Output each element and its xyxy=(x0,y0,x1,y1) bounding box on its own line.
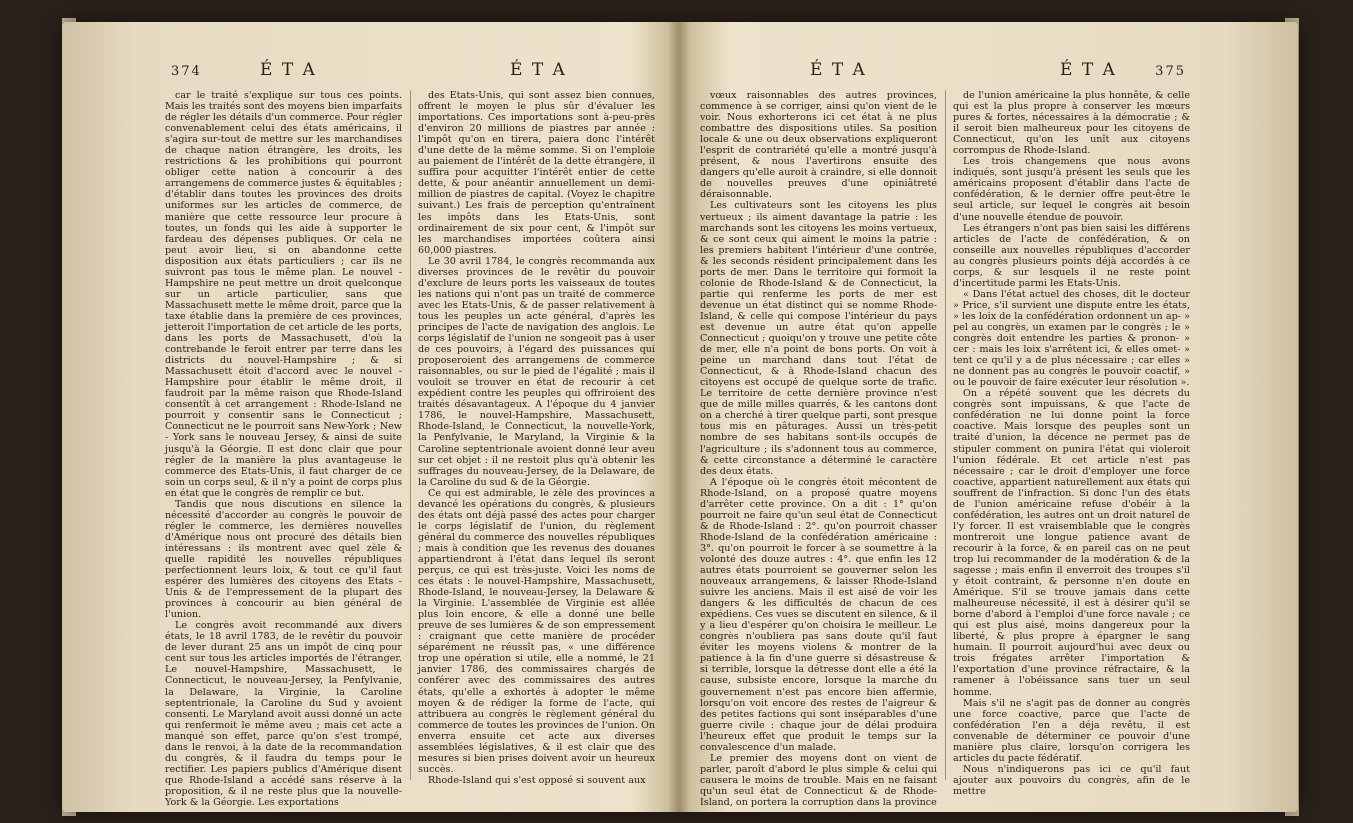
paragraph: Les cultivateurs sont les citoyens les plus vertueux ; ils aiment davantage la patrie : les marchands sont les citoyens les moins vertueux, & ce sont ceux qui aiment le moins la patrie : les premiers habitent l'intérieur d'une contrée, & les seconds résident principalement dans les ports de mer. Dans le territoire qui formoit la colonie de Rhode-Island & de Connecticut, la partie qui renferme les ports de mer est devenue un état distinct qui se nomme Rhode-Island, & celle qui compose l'intérieur du pays est devenue un autre état qu'on appelle Connecticut ; quoiqu'on y trouve une petite côte de mer, elle n'a point de bons ports. On voit à peine un marchand dans tout l'état de Connecticut, & à Rhode-Island chacun des citoyens est occupé de quelque sorte de trafic. Le territoire de cette dernière province n'est que de mille milles quarrés, & les cantons dont on a cherché à tirer quelque parti, sont presque tous mis en pâturages. Aussi un très-petit nombre de ses habitans sont-ils occupés de l'agriculture ; ils s'adonnent tous au commerce, & cette circonstance a déterminé le caractère des deux états. xyxy=(700,200,937,477)
paragraph: « Dans l'état actuel des choses, dit le docteur » Price, s'il survient une dispute entre les états, » les loix de la confédération ordonnent un ap- » pel au congrès, un examen par le congrès ; le » congrès doit entendre les parties & pronon- » cer : mais les loix s'arrêtent ici, & elles omet- » tent ce qu'il y a de plus nécessaire ; car elles » ne donnent pas au congrès le pouvoir coactif, » ou le pouvoir de faire exécuter leur résolution ». xyxy=(953,288,1190,389)
paragraph: Les étrangers n'ont pas bien saisi les différens articles de l'acte de confédération, & on conseille aux nouvelles républiques d'accorder au congrès plusieurs points déjà accordés à ce corps, & sur lesquels il ne reste point d'incertitude parmi les Etats-Unis. xyxy=(953,222,1190,289)
text-column-1 xyxy=(700,90,937,808)
paragraph: Ce qui est admirable, le zèle des provinces a devancé les opérations du congrès, & plusieurs des états ont déjà passé des actes pour charger le corps législatif de l'union, du règlement général du commerce des nouvelles républiques ; mais à condition que les revenus des douanes appartiendront à l'état dans lequel ils seront perçus, ce qui est très-juste. Voici les noms de ces états : le nouvel-Hampshire, Massachusett, Rhode-Island, le nouveau-Jersey, la Delaware & la Virginie. L'assemblée de Virginie est allée plus loin encore, & elle a donné une belle preuve de ses lumières & de son empressement : craignant que cette manière de procéder séparément ne réussît pas, « une différence trop une opération si utile, elle a nommé, le 21 janvier 1786, des commissaires chargés de conférer avec des commissaires des autres états, qu'elle a exhortés à adopter le même moyen & de rédiger la forme de l'acte, qui attribuera au congrès le règlement général du commerce de toutes les provinces de l'union. On enverra ensuite cet acte aux diverses assemblées législatives, & il est clair que des mesures si bien prises doivent avoir un heureux succès. xyxy=(418,487,655,775)
paragraph: A l'époque où le congrès étoit mécontent de Rhode-Island, on a proposé quatre moyens d'arrêter cette province. On a dit : 1° qu'on pourroit ne faire qu'un seul état de Connecticut & de Rhode-Island : 2°. qu'on pourroit chasser Rhode-Island de la confédération américaine : 3°. qu'on pourroit le forcer à se soumettre à la volonté des douze autres : 4°. que enfin les 12 autres états pourroient se gouverner selon les nouveaux arrangemens, & laisser Rhode-Island suivre les anciens. Mais il est aisé de voir les dangers & les difficultés de chacun de ces expédiens. Ces vues se discutent en silence, & il y a lieu d'espérer qu'on choisira le meilleur. Le congrès n'oubliera pas sans doute qu'il faut éviter les moyens violens & montrer de la patience à la fin d'une guerre si désastreuse & si terrible, lorsque la détresse dont elle a été la cause, subsiste encore, lorsque la marche du gouvernement n'est pas encore bien affermie, lorsqu'on voit encore des restes de l'aigreur & des petites factions qui sont inséparables d'une guerre civile : chaque jour de délai produira l'heureux effet que produit le temps sur la convalescence d'un malade. xyxy=(700,476,937,753)
text-column-2 xyxy=(953,90,1190,797)
paragraph: des Etats-Unis, qui sont assez bien connues, offrent le moyen le plus sûr d'évaluer les importations. Ces importations sont à-peu-près d'environ 20 millions de piastres par année : l'impôt qu'on en tirera, paiera donc l'intérêt d'une dette de la même somme. Si on l'emploie au paiement de l'intérêt de la dette étrangère, il suffira pour acquitter l'intérêt entier de cette dette, & pour anéantir annuellement un demi-million de piastres de capital. (Voyez le chapitre suivant.) Les frais de perception qu'entraînent les impôts dans les Etats-Unis, sont ordinairement de six pour cent, & l'impôt sur les marchandises importées coûtera ainsi 60,000 piastres. xyxy=(418,90,655,256)
header-word-left: É T A xyxy=(810,60,867,80)
paragraph: de l'union américaine la plus honnête, & celle qui est la plus propre à conserver les mœurs pures & fortes, nécessaires à la démocratie ; & il seroit bien malheureux pour les citoyens de Connecticut, qu'on les unît aux citoyens corrompus de Rhode-Island. xyxy=(953,90,1190,157)
paragraph: Les trois changemens que nous avons indiqués, sont jusqu'à présent les seuls que les américains proposent d'établir dans l'acte de confédération, & le dernier offre peut-être le seul article, sur lequel le congrès ait besoin d'une nouvelle étendue de pouvoir. xyxy=(953,156,1190,223)
paragraph: Tandis que nous discutions en silence la nécessité d'accorder au congrès le pouvoir de régler le commerce, les dernières nouvelles d'Amérique nous ont procuré des détails bien intéressans : ils montrent avec quel zèle & quelle rapidité les nouvelles républiques perfectionnent leurs loix, & tout ce qu'il faut espérer des lumières des citoyens des Etats - Unis & de l'empressement de la plupart des provinces à concourir au bien général de l'union. xyxy=(165,498,402,621)
paragraph: Mais s'il ne s'agit pas de donner au congrès une force coactive, parce que l'acte de confédération l'en a déja revêtu, il est convenable de déterminer ce pouvoir d'une manière plus claire, lorsqu'on corrigera les articles du pacte fédératif. xyxy=(953,697,1190,764)
paragraph: Rhode-Island qui s'est opposé si souvent aux xyxy=(428,774,646,786)
text-column-2 xyxy=(418,90,655,786)
paragraph: On a répété souvent que les décrets du congrès sont impuissans, & que l'acte de confédération ne lui donne point la force coactive. Mais lorsque des peuples sont un traité d'union, la décence ne permet pas de stipuler comment on punira l'état qui violeroit l'union fédérale. Et cet article n'est pas nécessaire ; car le droit d'employer une force coactive, appartient naturellement aux états qui souffrent de l'infraction. Si donc l'un des états de l'union américaine refuse d'obéir à la confédération, les autres ont un droit naturel de l'y forcer. Il est vraisemblable que le congrès montreroit une longue patience avant de recourir à la force, & en pareil cas on ne peut trop lui recommander de la modération & de la sagesse ; mais enfin il enverroit des troupes s'il y étoit contraint, & personne n'en doute en Amérique. S'il se trouve jamais dans cette malheureuse nécessité, il est à désirer qu'il se borne d'abord à l'emploi d'une force navale ; ce qui est plus aisé, moins dangereux pour la liberté, & plus propre à épargner le sang humain. Il pourroit aujourd'hui avec deux ou trois frégates arrêter l'importation & l'exportation d'une province réfractaire, & la ramener à l'obéissance sans tuer un seul homme. xyxy=(953,388,1190,698)
column-divider xyxy=(945,90,946,780)
paragraph: Nous n'indiquerons pas ici ce qu'il faut ajouter aux pouvoirs du congrès, afin de le mettre xyxy=(953,763,1190,797)
book-gutter xyxy=(668,22,690,812)
paragraph: Le 30 avril 1784, le congrès recommanda aux diverses provinces de le revêtir du pouvoir d'exclure de leurs ports les vaisseaux de toutes les nations qui n'ont pas un traité de commerce avec les Etats-Unis, & de passer relativement à tous les peuples un acte général, d'après les principes de l'acte de navigation des anglois. Le corps législatif de l'union ne songeoit pas à user de ces pouvoirs, à l'égard des puissances qui proposeroient des arrangemens de commerce raisonnables, ou sur le pied de l'égalité ; mais il vouloit se trouver en état de recourir à cet expédient contre les peuples qui offriroient des traités désavantageux. A l'époque du 4 janvier 1786, le nouvel-Hampshire, Massachusett, Rhode-Island, le Connecticut, la nouvelle-York, la Penfylvanie, le Maryland, la Virginie & la Caroline septentrionale avoient donné leur aveu sur cet objet : il ne restoit plus qu'à obtenir les suffrages du nouveau-Jersey, de la Delaware, de la Caroline du sud & de la Géorgie. xyxy=(418,255,655,488)
page-number: 375 xyxy=(1155,64,1186,79)
column-divider xyxy=(410,90,411,780)
right-page xyxy=(700,60,1190,808)
header-word-right: É T A xyxy=(510,60,567,80)
paragraph: Le congrès avoit recommandé aux divers états, le 18 avril 1783, de le revêtir du pouvoir de lever durant 25 ans un impôt de cinq pour cent sur tous les articles importés de l'étranger. Le nouvel-Hampshire, Massachusett, le Connecticut, le nouveau-Jersey, la Penfylvanie, la Delaware, la Virginie, la Caroline septentrionale, la Caroline du Sud y avoient consenti. Le Maryland avoit aussi donné un acte qui renfermoit le même aveu ; mais cet acte a manqué son effet, parce qu'on s'est trompé, dans le renvoi, à la date de la recommandation du congrès, & il faudra du temps pour le rectifier. Les papiers publics d'Amérique disent que Rhode-Island a accédé sans réserve à la proposition, & il ne reste plus que la nouvelle-York & la Géorgie. Les exportations xyxy=(165,620,402,808)
running-header xyxy=(165,60,655,86)
page-number: 374 xyxy=(171,64,202,79)
running-header xyxy=(700,60,1190,86)
header-word-left: É T A xyxy=(260,60,317,80)
paragraph: Le premier des moyens dont on vient de parler, paroît d'abord le plus simple & celui qui causera le moins de trouble. Mais en ne faisant qu'un seul état de Connecticut & de Rhode-Island, on portera la corruption dans la province xyxy=(700,752,937,808)
text-column-1 xyxy=(165,90,402,808)
left-page xyxy=(165,60,655,808)
paragraph: vœux raisonnables des autres provinces, commence à se corriger, ainsi qu'on vient de le voir. Nous exhorterons ici cet état à ne plus combattre des dispositions utiles. Sa position locale & une ou deux observations expliqueront l'esprit de contrariété qu'elle a montré jusqu'à présent, & nous l'avertirons ensuite des dangers qu'elle auroit à craindre, si elle donnoit de nouvelles preuves d'une opiniâtreté déraisonnable. xyxy=(700,90,937,201)
header-word-right: É T A xyxy=(1060,60,1117,80)
paragraph: car le traité s'explique sur tous ces points. Mais les traités sont des moyens bien imparfaits de régler les détails d'un commerce. Pour régler convenablement celui des états américains, il s'agira sur-tout de mettre sur les marchandises de chaque nation étrangère, les droits, les restrictions & les prohibitions qui pourront obliger cette nation à concourir à des arrangemens de commerce justes & équitables ; d'établir dans toutes les provinces des droits uniformes sur les articles de commerce, de manière que cette ressource leur procure à toutes, un fonds qui les aide à supporter le fardeau des dépenses publiques. Or cela ne peut avoir lieu, si on abandonne cette disposition aux états particuliers ; car ils ne suivront pas tous le même plan. Le nouvel - Hampshire ne peut mettre un droit quelconque sur un article particulier, sans que Massachusett mette le même droit, parce que la taxe établie dans la première de ces provinces, jetteroit l'importation de cet article de les ports, dans les ports de Massachusett, d'où la contrebande le feroit entrer par terre dans les districts du nouvel-Hampshire ; & si Massachusett étoit d'accord avec le nouvel - Hampshire pour établir le même droit, il faudroit par la même raison que Rhode-Island consentît à cet arrangement : Rhode-Island ne pourroit y consentir sans le Connecticut ; Connecticut ne le pourroit sans New-York ; New - York sans le nouveau Jersey, & ainsi de suite jusqu'à la Géorgie. Il est donc clair que pour régler de la manière la plus avantageuse le commerce des Etats-Unis, il faut charger de ce soin un corps seul, & il n'y a point de corps plus en état que le congrès de remplir ce but. xyxy=(165,90,402,499)
